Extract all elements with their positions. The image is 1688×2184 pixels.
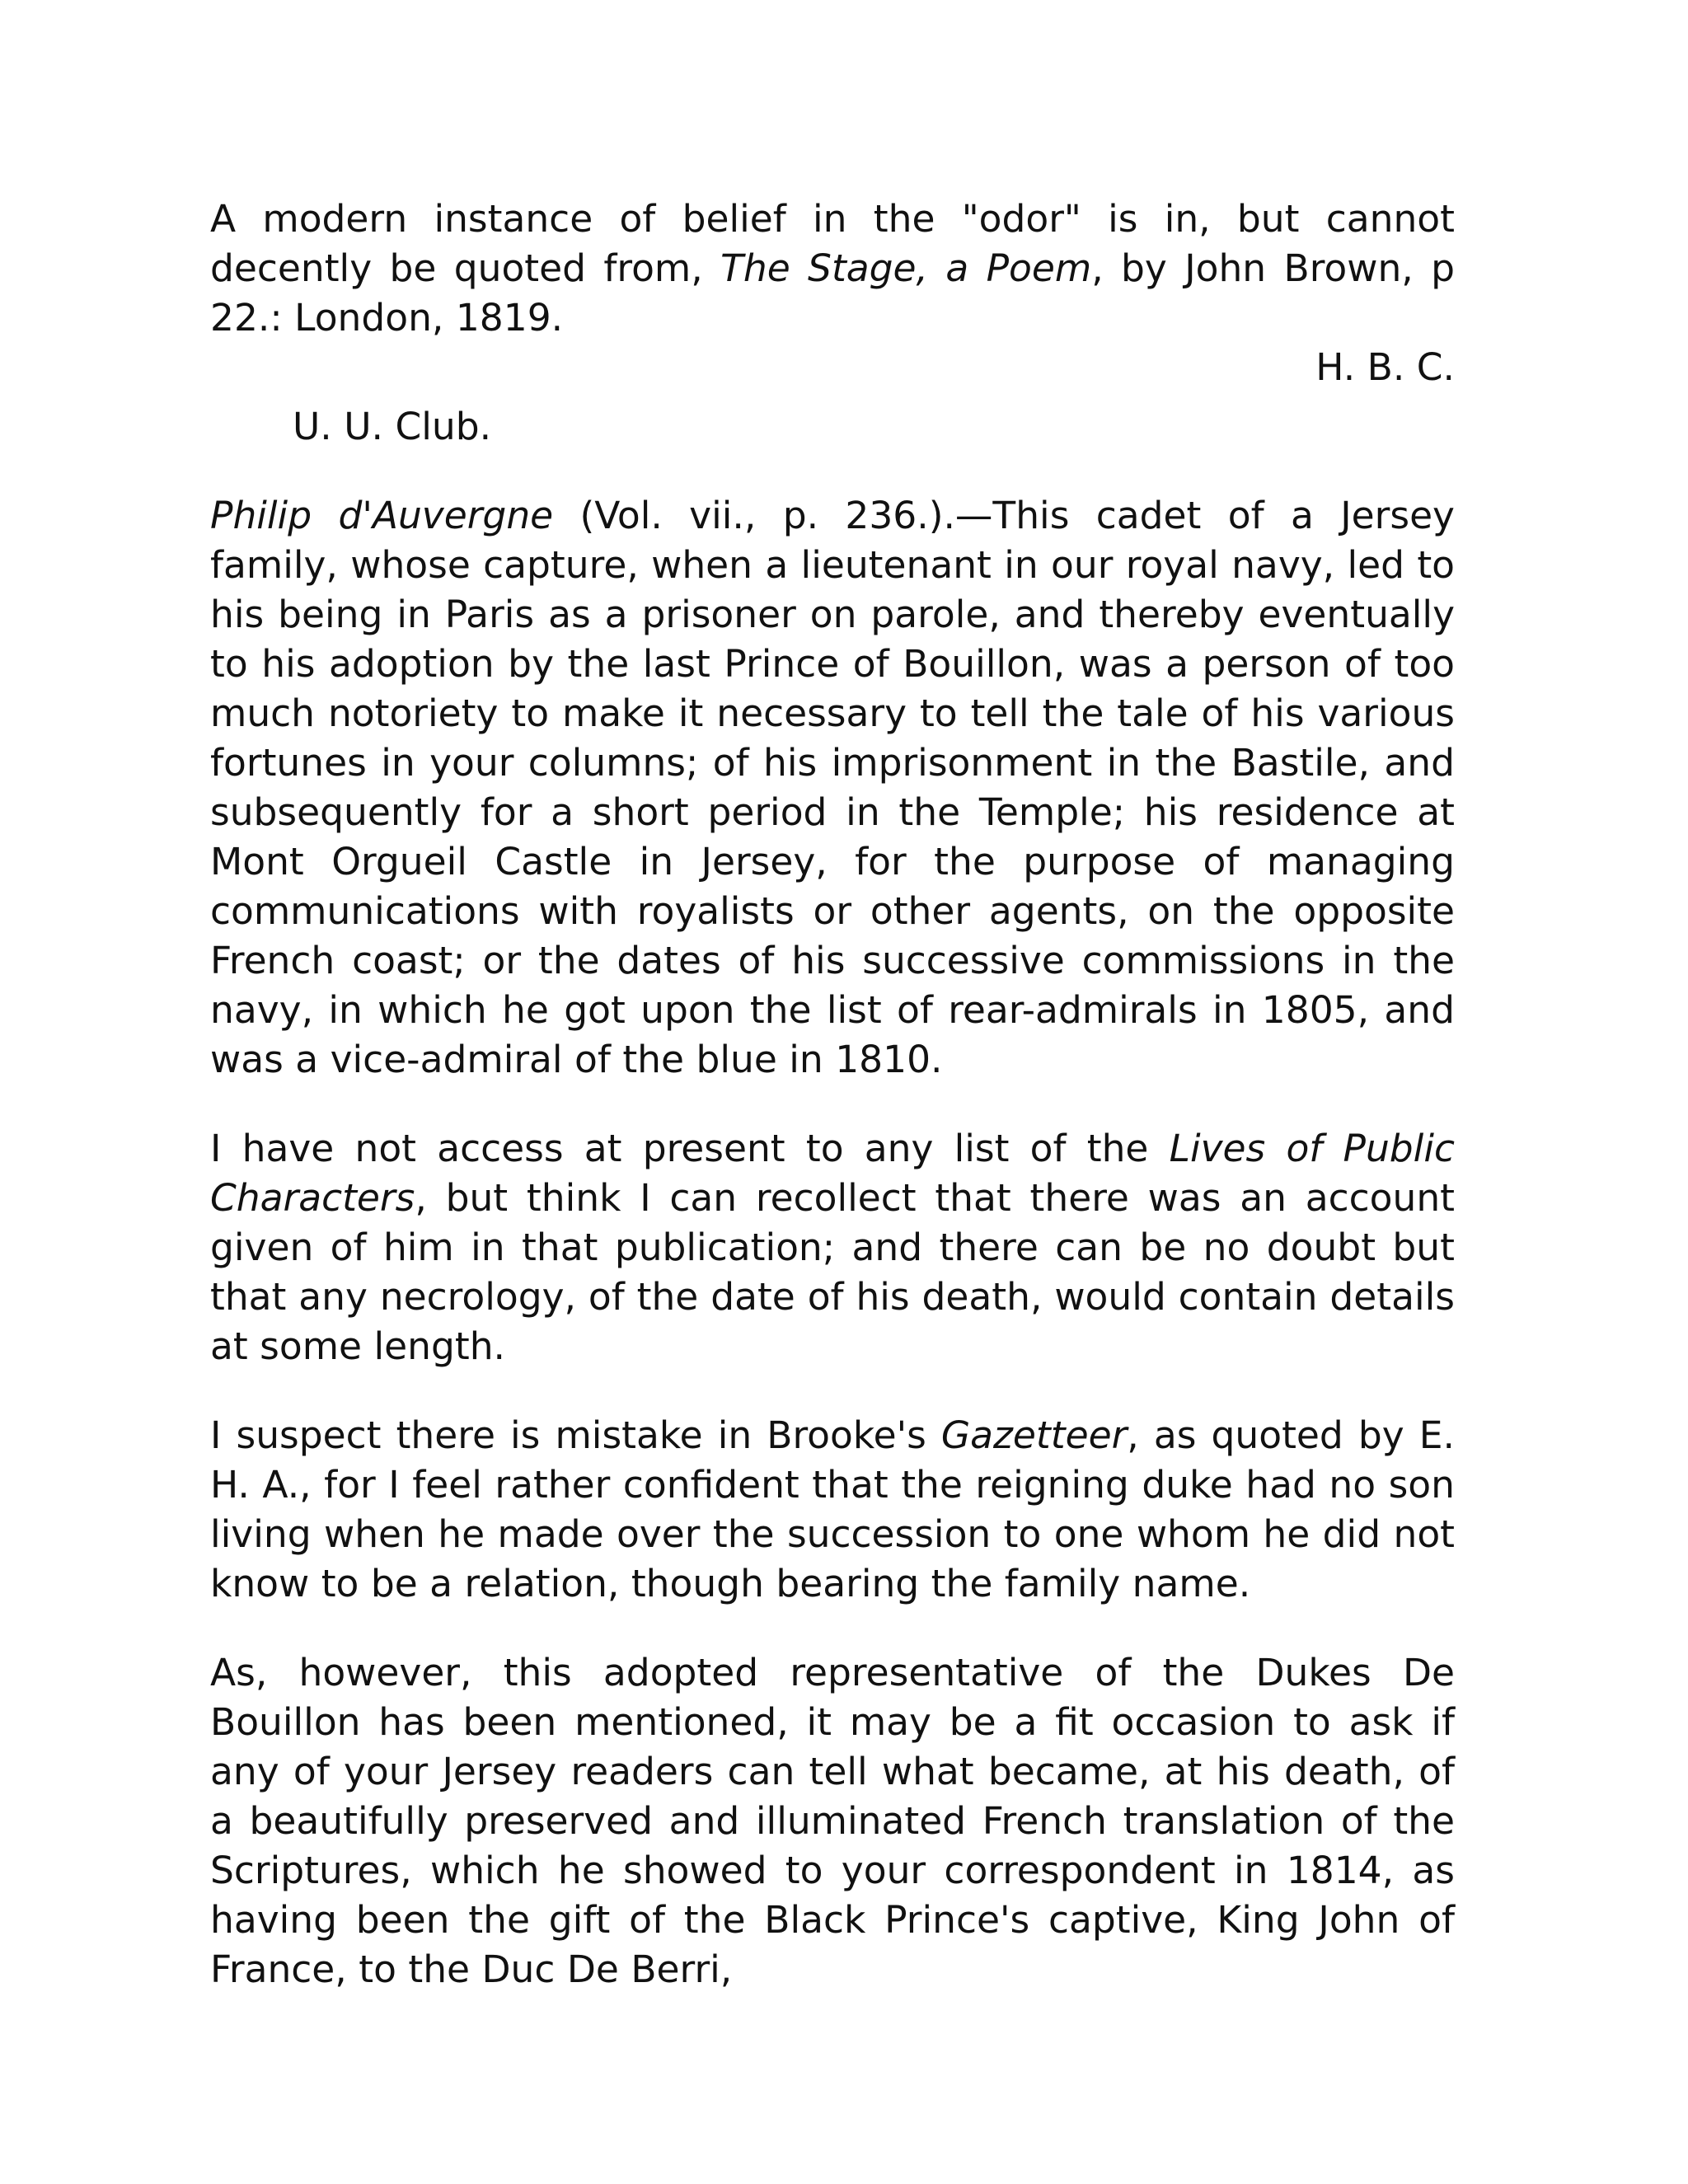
paragraph-dukes-de-bouillon — [210, 1648, 1455, 1994]
signature: H. B. C. — [1315, 345, 1455, 389]
text-run: I suspect there is mistake in Brooke's — [210, 1413, 941, 1457]
paragraph-odor-instance — [210, 194, 1455, 343]
italic-name-philip-dauvergne: Philip d'Auvergne — [210, 494, 554, 537]
text-run: I have not access at present to any list of the — [210, 1127, 1170, 1170]
paragraph-brookes-gazetteer — [210, 1411, 1455, 1609]
italic-title-gazetteer: Gazetteer — [940, 1413, 1128, 1457]
italic-title-lives-of-public-characters: Lives of Public Characters — [210, 1127, 1455, 1220]
text-run: , but think I can recollect that there was an account given of him in that publication; and there can be no doubt but that any necrology, of the date of his death, would contain details at some length. — [210, 1176, 1455, 1368]
text-run: , by John Brown, p 22.: London, 1819. — [210, 246, 1455, 340]
paragraph-lives-of-public-characters — [210, 1124, 1455, 1371]
italic-title-the-stage: The Stage, a Poem — [720, 246, 1092, 290]
text-run: (Vol. vii., p. 236.).—This cadet of a Jersey family, whose capture, when a lieutenant in our royal navy, led to his being in Paris as a prisoner on parole, and thereby eventually to his adoption by the last Prince of Bouillon, was a person of too much notoriety to make it necessary to tell the tale of his various fortunes in your columns; of his imprisonment in the Bastile, and subsequently for a short period in the Temple; his residence at Mont Orgueil Castle in Jersey, for the purpose of managing communications with royalists or other agents, on the opposite French coast; or the dates of his successive commissions in the navy, in which he got upon the list of rear-admirals in 1805, and was a vice-admiral of the blue in 1810. — [210, 494, 1455, 1081]
paragraph-philip-dauvergne — [210, 491, 1455, 1085]
text-run: , as quoted by E. H. A., for I feel rather confident that the reigning duke had no son living when he made over the succession to one whom he did not know to be a relation, though bearing the family name. — [210, 1413, 1455, 1605]
text-run: As, however, this adopted representative of the Dukes De Bouillon has been mentioned, it may be a fit occasion to ask if any of your Jersey readers can tell what became, at his death, of a beautifully preserved and illuminated French translation of the Scriptures, which he showed to your correspondent in 1814, as having been the gift of the Black Prince's captive, King John of France, to the Duc De Berri, — [210, 1651, 1455, 1991]
document-body — [210, 194, 1455, 2034]
signature-location: U. U. Club. — [293, 405, 492, 448]
text-run: A modern instance of belief in the "odor" is in, but cannot decently be quoted from, — [210, 197, 1455, 290]
